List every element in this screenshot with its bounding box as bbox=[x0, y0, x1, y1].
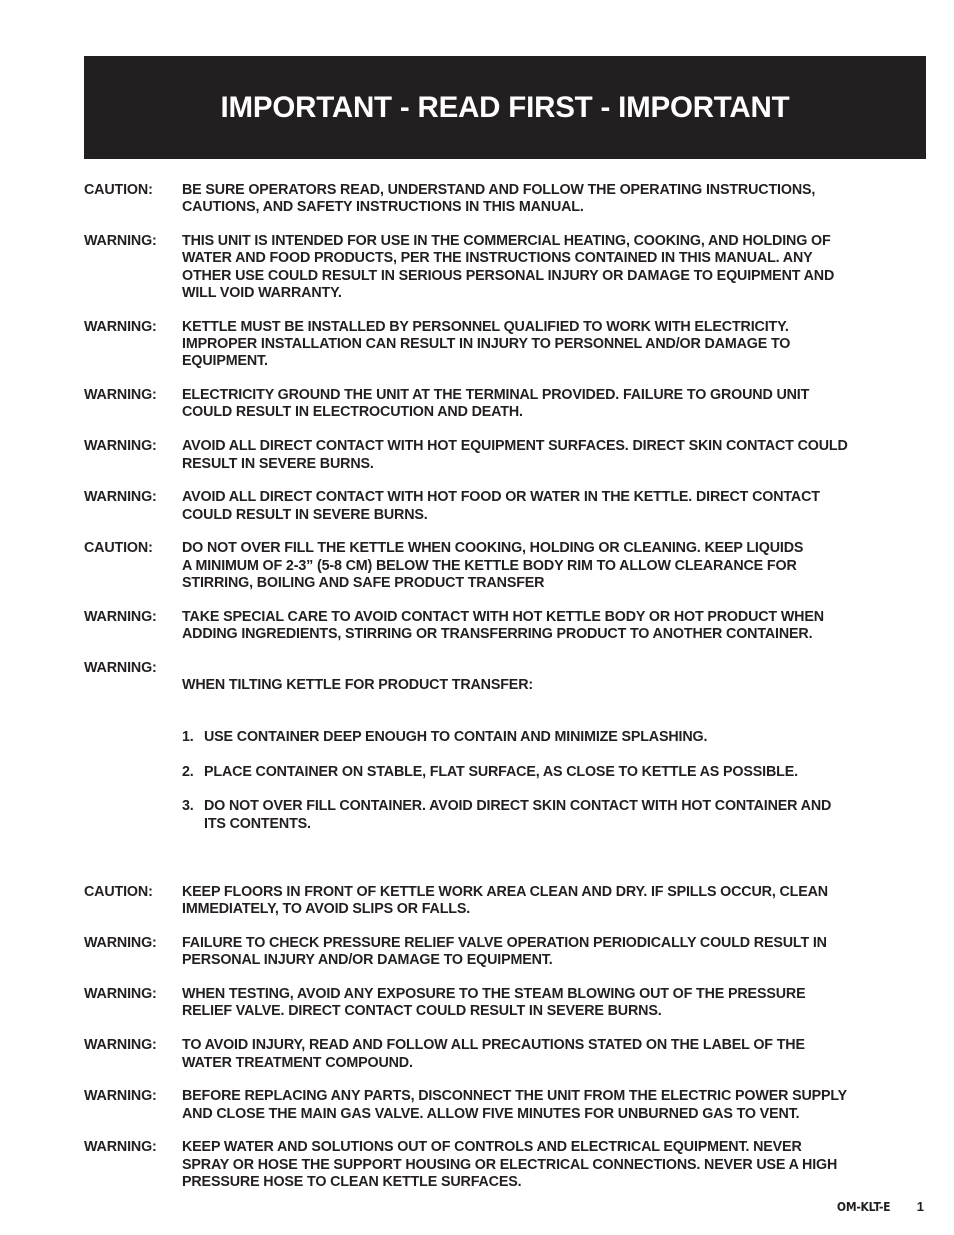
notice-text: KETTLE MUST BE INSTALLED BY PERSONNEL QUALIFIED TO WORK WITH ELECTRICITY. IMPROPER INSTALLATION CAN RESULT IN INJURY TO PERSONNEL AND/OR DAMAGE TO EQUIPMENT. bbox=[182, 318, 791, 370]
notice-label: CAUTION: bbox=[84, 182, 153, 198]
notice-text: KEEP FLOORS IN FRONT OF KETTLE WORK AREA CLEAN AND DRY. IF SPILLS OCCUR, CLEAN IMMEDIATELY, TO AVOID SLIPS OR FALLS. bbox=[182, 884, 828, 918]
notice-text: AVOID ALL DIRECT CONTACT WITH HOT EQUIPMENT SURFACES. DIRECT SKIN CONTACT COULD RESULT IN SEVERE BURNS. bbox=[182, 438, 848, 472]
notice-text: THIS UNIT IS INTENDED FOR USE IN THE COMMERCIAL HEATING, COOKING, AND HOLDING OF WATER AND FOOD PRODUCTS, PER THE INSTRUCTIONS CONTAINED IN THIS MANUAL. ANY OTHER USE COULD RESULT IN SERIOUS PERSONAL INJURY OR DAMAGE TO EQUIPMENT AND WILL VOID WARRANTY. bbox=[182, 233, 835, 301]
notice-text: TAKE SPECIAL CARE TO AVOID CONTACT WITH HOT KETTLE BODY OR HOT PRODUCT WHEN ADDING INGREDIENTS, STIRRING OR TRANSFERRING PRODUCT TO ANOTHER CONTAINER. bbox=[182, 608, 824, 643]
notice-text bbox=[182, 660, 929, 868]
page-title: IMPORTANT - READ FIRST - IMPORTANT bbox=[220, 90, 790, 124]
notice-label: CAUTION: bbox=[84, 884, 153, 900]
notice-text: TO AVOID INJURY, READ AND FOLLOW ALL PRECAUTIONS STATED ON THE LABEL OF THE WATER TREATMENT COMPOUND. bbox=[182, 1037, 805, 1071]
tilting-steps bbox=[182, 712, 929, 850]
list-item bbox=[182, 764, 929, 781]
list-item bbox=[182, 798, 929, 833]
step-number: 2. bbox=[182, 763, 194, 780]
notice-item bbox=[84, 182, 929, 217]
notice-item bbox=[84, 438, 929, 473]
document-code: OM-KLT-E bbox=[837, 1200, 891, 1214]
notice-text: DO NOT OVER FILL THE KETTLE WHEN COOKING, HOLDING OR CLEANING. KEEP LIQUIDS A MINIMUM OF 2-3” (5-8 CM) BELOW THE KETTLE BODY RIM TO ALLOW CLEARANCE FOR STIRRING, BOILING AND SAFE PRODUCT TRANSFER bbox=[182, 540, 804, 592]
step-text: USE CONTAINER DEEP ENOUGH TO CONTAIN AND MINIMIZE SPLASHING. bbox=[204, 729, 708, 746]
step-number: 3. bbox=[182, 798, 194, 815]
notice-label: WARNING: bbox=[84, 1088, 157, 1105]
notice-label: WARNING: bbox=[84, 318, 157, 335]
notice-label: WARNING: bbox=[84, 387, 157, 404]
notice-item bbox=[84, 986, 929, 1021]
notice-item bbox=[84, 1139, 929, 1191]
notice-item bbox=[84, 609, 929, 644]
tilting-intro: WHEN TILTING KETTLE FOR PRODUCT TRANSFER: bbox=[182, 677, 533, 694]
step-number: 1. bbox=[182, 729, 194, 746]
page-footer bbox=[831, 1199, 924, 1214]
notice-label: WARNING: bbox=[84, 1139, 157, 1156]
notice-item bbox=[84, 233, 929, 302]
page-number: 1 bbox=[916, 1199, 924, 1214]
notice-item bbox=[84, 489, 929, 524]
notice-item bbox=[84, 540, 929, 592]
notice-item bbox=[84, 1088, 929, 1123]
notice-label: WARNING: bbox=[84, 489, 157, 506]
notice-text: BEFORE REPLACING ANY PARTS, DISCONNECT THE UNIT FROM THE ELECTRIC POWER SUPPLY AND CLOSE THE MAIN GAS VALVE. ALLOW FIVE MINUTES FOR UNBURNED GAS TO VENT. bbox=[182, 1088, 848, 1122]
notice-text: FAILURE TO CHECK PRESSURE RELIEF VALVE OPERATION PERIODICALLY COULD RESULT IN PERSONAL INJURY AND/OR DAMAGE TO EQUIPMENT. bbox=[182, 935, 827, 969]
notice-text: WHEN TESTING, AVOID ANY EXPOSURE TO THE STEAM BLOWING OUT OF THE PRESSURE RELIEF VALVE. DIRECT CONTACT COULD RESULT IN SEVERE BURNS. bbox=[182, 986, 806, 1020]
list-item bbox=[182, 729, 929, 746]
notice-text: AVOID ALL DIRECT CONTACT WITH HOT FOOD OR WATER IN THE KETTLE. DIRECT CONTACT COULD RESULT IN SEVERE BURNS. bbox=[182, 489, 820, 523]
notice-label: WARNING: bbox=[84, 233, 157, 250]
notice-item bbox=[84, 1037, 929, 1072]
notice-item-tilting bbox=[84, 660, 929, 868]
safety-notices bbox=[84, 182, 929, 1208]
notice-text: BE SURE OPERATORS READ, UNDERSTAND AND FOLLOW THE OPERATING INSTRUCTIONS, CAUTIONS, AND SAFETY INSTRUCTIONS IN THIS MANUAL. bbox=[182, 182, 816, 216]
notice-label: WARNING: bbox=[84, 986, 157, 1003]
notice-text: ELECTRICITY GROUND THE UNIT AT THE TERMINAL PROVIDED. FAILURE TO GROUND UNIT COULD RESULT IN ELECTROCUTION AND DEATH. bbox=[182, 387, 810, 421]
notice-item bbox=[84, 319, 929, 371]
notice-label: WARNING: bbox=[84, 438, 157, 455]
step-text: PLACE CONTAINER ON STABLE, FLAT SURFACE, AS CLOSE TO KETTLE AS POSSIBLE. bbox=[204, 763, 798, 780]
step-text: DO NOT OVER FILL CONTAINER. AVOID DIRECT SKIN CONTACT WITH HOT CONTAINER AND ITS CONTENTS. bbox=[204, 798, 832, 832]
notice-item bbox=[84, 935, 929, 970]
notice-item bbox=[84, 884, 929, 919]
notice-text: KEEP WATER AND SOLUTIONS OUT OF CONTROLS AND ELECTRICAL EQUIPMENT. NEVER SPRAY OR HOSE THE SUPPORT HOUSING OR ELECTRICAL CONNECTIONS. NEVER USE A HIGH PRESSURE HOSE TO CLEAN KETTLE SURFACES. bbox=[182, 1139, 838, 1191]
notice-label: WARNING: bbox=[84, 1037, 157, 1054]
notice-item bbox=[84, 387, 929, 422]
notice-label: CAUTION: bbox=[84, 540, 153, 557]
notice-label: WARNING: bbox=[84, 608, 157, 625]
notice-label: WARNING: bbox=[84, 659, 157, 676]
notice-label: WARNING: bbox=[84, 935, 157, 952]
header-banner bbox=[84, 56, 926, 159]
